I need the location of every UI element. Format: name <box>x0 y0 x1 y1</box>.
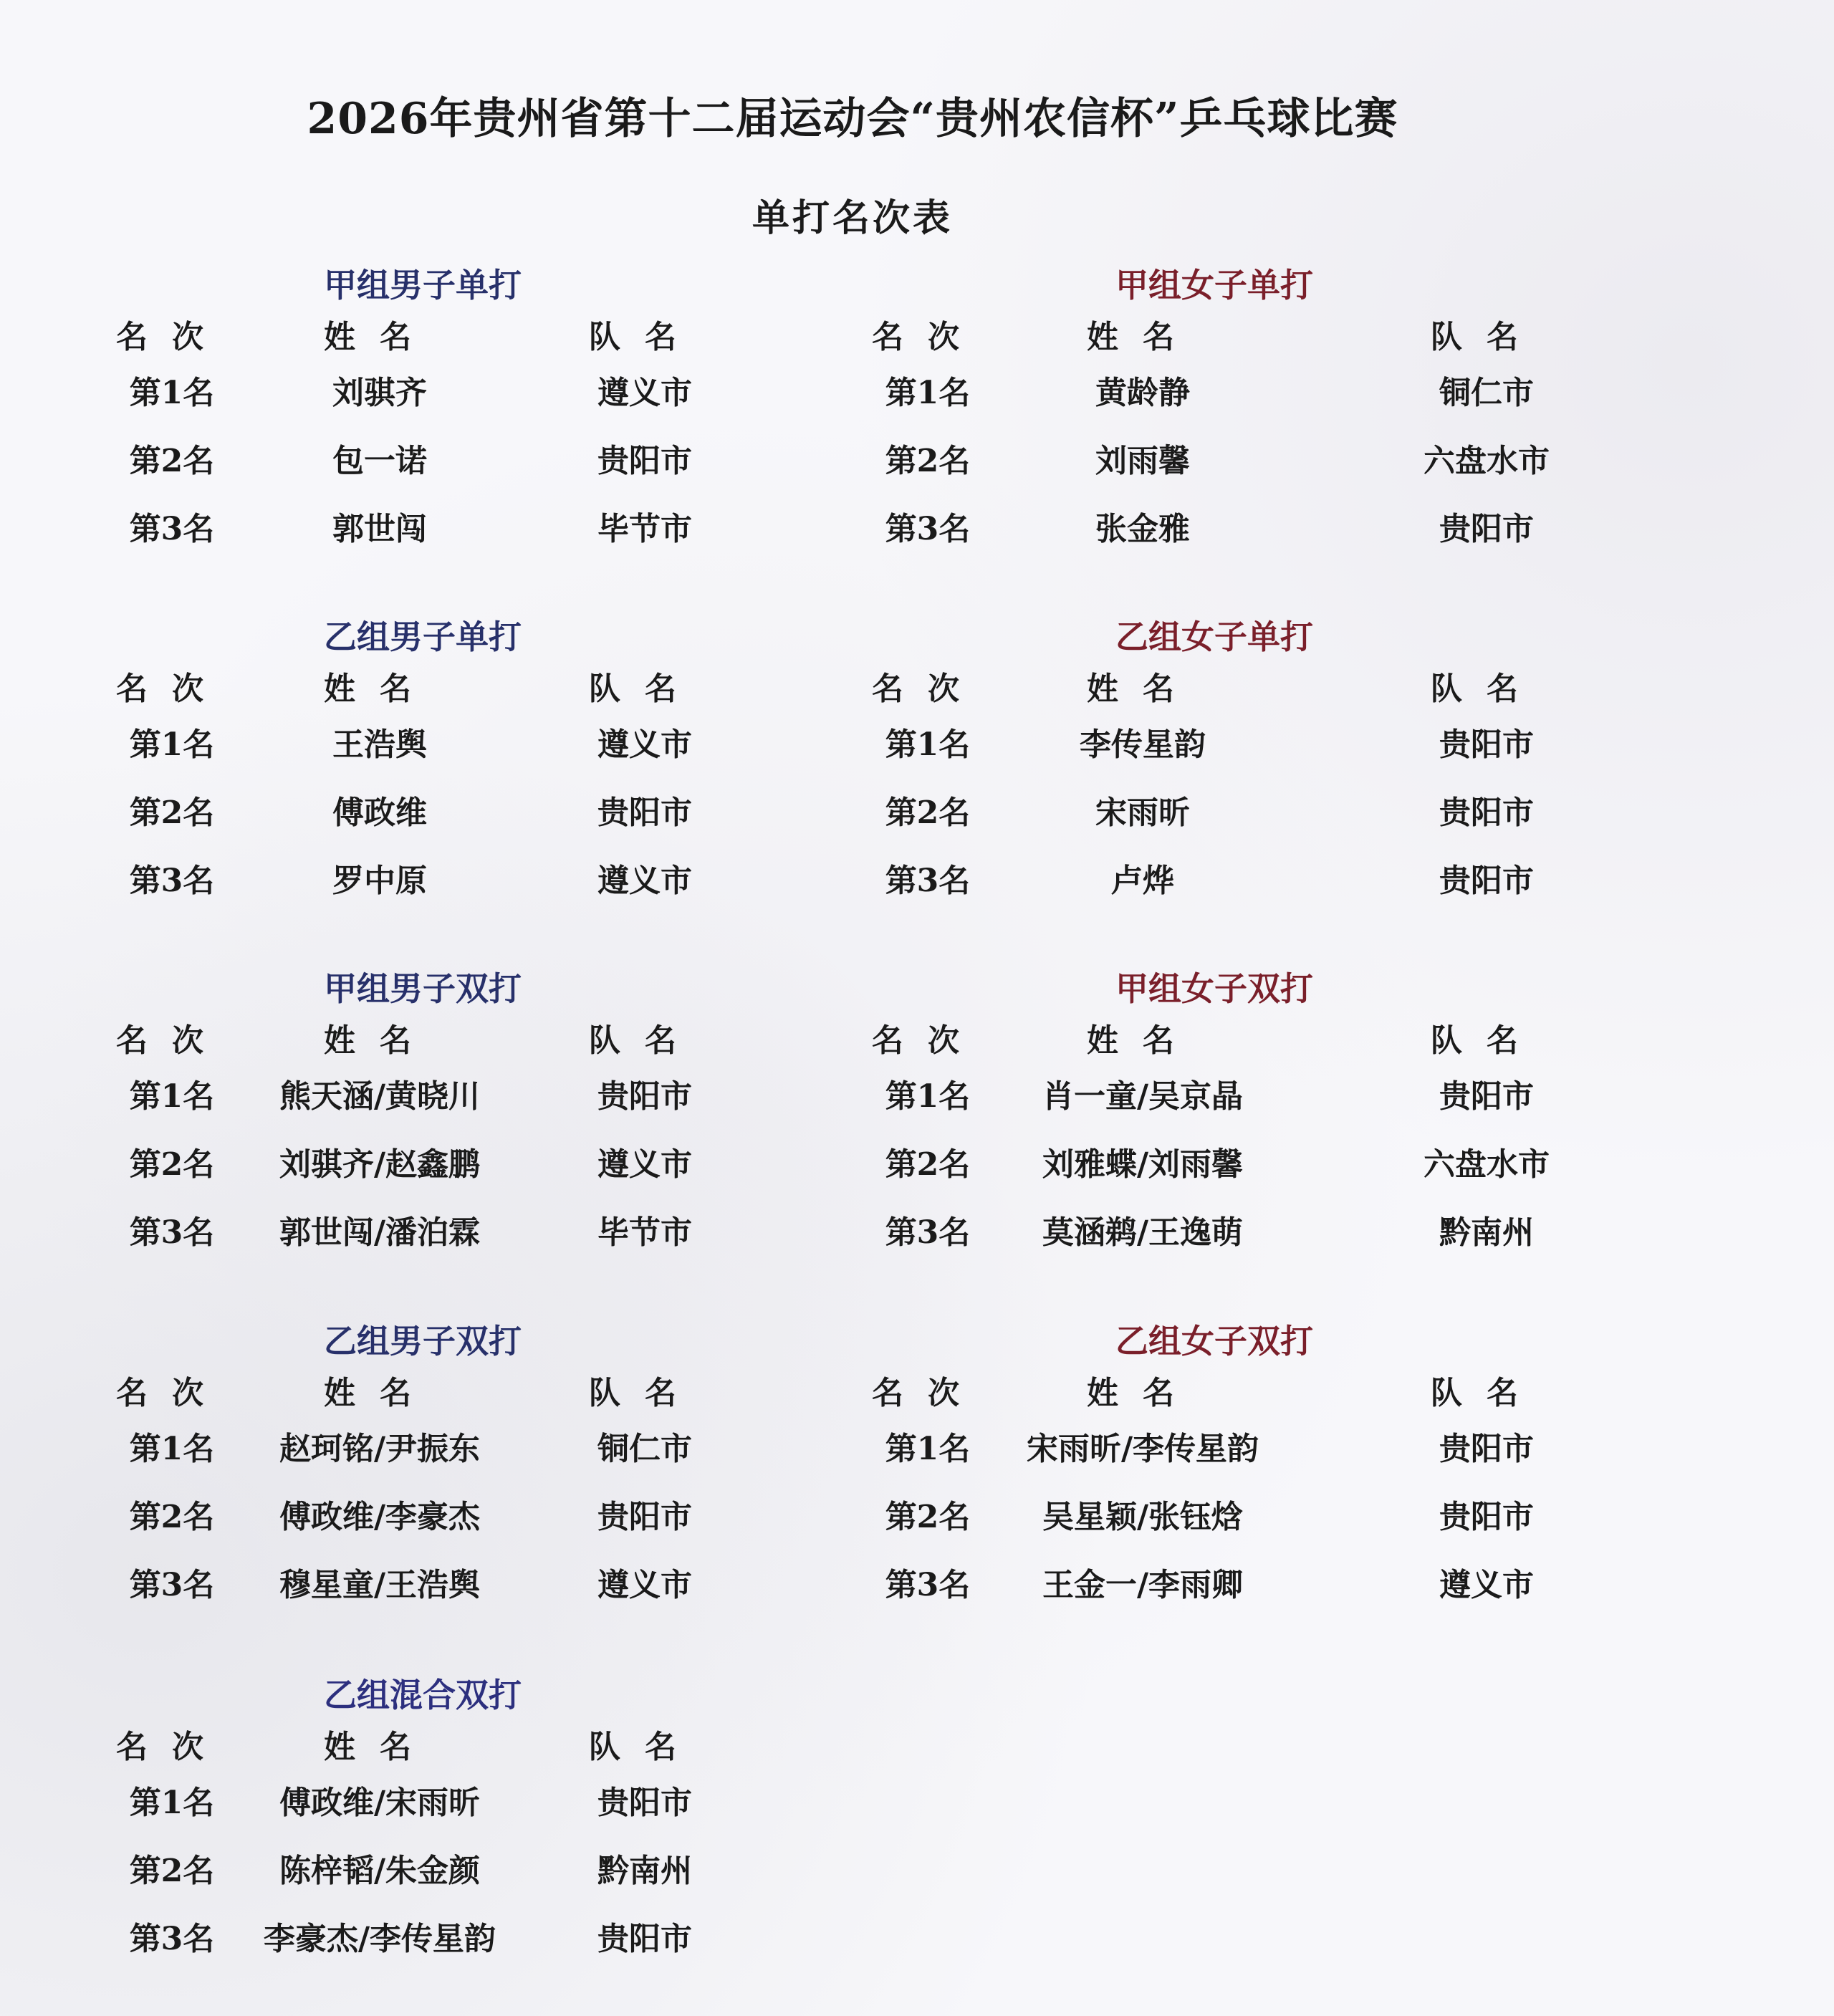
name-cell: 宋雨昕/李传星韵 <box>1026 1431 1259 1467</box>
rank-cell: 第1名 <box>129 1785 215 1821</box>
team-cell: 贵阳市 <box>597 795 692 831</box>
header-name: 姓名 <box>324 1729 436 1765</box>
rank-cell: 第1名 <box>129 1431 215 1467</box>
header-name: 姓名 <box>1087 1022 1199 1059</box>
name-cell: 黄龄静 <box>1095 375 1190 411</box>
header-name: 姓名 <box>324 671 436 707</box>
name-cell: 莫涵鹈/王逸萌 <box>1042 1214 1244 1251</box>
rank-cell: 第3名 <box>129 1921 215 1957</box>
name-cell: 卢烨 <box>1111 863 1174 899</box>
header-name: 姓名 <box>1087 671 1199 707</box>
table-row <box>79 1777 888 1820</box>
table-row <box>856 1423 1666 1466</box>
section-title: 甲组男子单打 <box>324 266 522 304</box>
table-row <box>79 855 888 898</box>
section-title: 乙组女子双打 <box>1115 1322 1313 1360</box>
name-cell: 郭世闯/潘泊霖 <box>279 1214 481 1251</box>
table-row <box>79 1559 888 1602</box>
name-cell: 刘骐齐 <box>332 375 427 411</box>
rank-cell: 第3名 <box>885 511 971 547</box>
table-row <box>79 1491 888 1534</box>
table-row <box>79 367 888 410</box>
team-cell: 遵义市 <box>1439 1567 1534 1603</box>
table-row <box>79 1070 888 1113</box>
header-team: 队名 <box>1431 1022 1542 1059</box>
team-cell: 贵阳市 <box>597 1078 692 1115</box>
section-title: 乙组女子单打 <box>1115 618 1313 656</box>
section-b-women-doubles <box>856 1315 1666 1652</box>
name-cell: 傅政维/宋雨昕 <box>279 1785 481 1821</box>
header-rank: 名次 <box>116 1729 228 1765</box>
table-row <box>79 1206 888 1249</box>
name-cell: 肖一童/吴京晶 <box>1042 1078 1244 1115</box>
table-header <box>79 1014 888 1057</box>
team-cell: 黔南州 <box>597 1853 692 1889</box>
section-title: 甲组女子双打 <box>1115 969 1313 1008</box>
table-row <box>856 1070 1666 1113</box>
name-cell: 傅政维/李豪杰 <box>279 1499 481 1535</box>
table-header <box>79 1367 888 1410</box>
header-rank: 名次 <box>872 1022 984 1059</box>
header-team: 队名 <box>589 671 701 707</box>
team-cell: 贵阳市 <box>1439 1431 1534 1467</box>
name-cell: 傅政维 <box>332 795 427 831</box>
header-name: 姓名 <box>1087 319 1199 355</box>
name-cell: 王浩舆 <box>332 726 427 763</box>
table-row <box>856 435 1666 478</box>
rank-cell: 第1名 <box>129 375 215 411</box>
header-name: 姓名 <box>324 319 436 355</box>
rank-cell: 第3名 <box>129 863 215 899</box>
rank-cell: 第2名 <box>129 1499 215 1535</box>
table-header <box>79 663 888 706</box>
name-cell: 罗中原 <box>332 863 427 899</box>
section-a-women-doubles <box>856 963 1666 1300</box>
team-cell: 贵阳市 <box>1439 863 1534 899</box>
header-rank: 名次 <box>116 1375 228 1411</box>
rank-cell: 第1名 <box>885 726 971 763</box>
table-row <box>856 855 1666 898</box>
header-name: 姓名 <box>1087 1375 1199 1411</box>
document-subtitle: 单打名次表 <box>752 196 953 240</box>
table-row <box>79 1845 888 1888</box>
rank-cell: 第1名 <box>885 375 971 411</box>
team-cell: 贵阳市 <box>1439 1078 1534 1115</box>
header-team: 队名 <box>589 1375 701 1411</box>
table-row <box>79 719 888 762</box>
rank-cell: 第3名 <box>885 863 971 899</box>
name-cell: 张金雅 <box>1095 511 1190 547</box>
header-rank: 名次 <box>872 319 984 355</box>
name-cell: 李豪杰/李传星韵 <box>263 1921 496 1957</box>
header-team: 队名 <box>589 319 701 355</box>
table-row <box>79 1138 888 1181</box>
section-title: 乙组混合双打 <box>324 1676 522 1714</box>
team-cell: 铜仁市 <box>1439 375 1534 411</box>
table-row <box>856 1206 1666 1249</box>
rank-cell: 第2名 <box>129 795 215 831</box>
header-name: 姓名 <box>324 1375 436 1411</box>
name-cell: 刘雨馨 <box>1095 443 1190 479</box>
rank-cell: 第3名 <box>129 1214 215 1251</box>
header-rank: 名次 <box>872 671 984 707</box>
table-row <box>79 1913 888 1956</box>
team-cell: 遵义市 <box>597 726 692 763</box>
section-title: 甲组女子单打 <box>1115 266 1313 304</box>
table-header <box>79 311 888 354</box>
name-cell: 郭世闯 <box>332 511 427 547</box>
team-cell: 遵义市 <box>597 1146 692 1183</box>
header-rank: 名次 <box>116 1022 228 1059</box>
rank-cell: 第3名 <box>885 1567 971 1603</box>
document-title: 2026年贵州省第十二届运动会“贵州农信杯”乒乓球比赛 <box>307 94 1398 144</box>
table-row <box>79 435 888 478</box>
team-cell: 贵阳市 <box>597 443 692 479</box>
header-name: 姓名 <box>324 1022 436 1059</box>
table-row <box>856 503 1666 546</box>
section-title: 甲组男子双打 <box>324 969 522 1008</box>
team-cell: 贵阳市 <box>597 1921 692 1957</box>
rank-cell: 第3名 <box>129 1567 215 1603</box>
table-header <box>856 311 1666 354</box>
rank-cell: 第2名 <box>885 1499 971 1535</box>
name-cell: 李传星韵 <box>1080 726 1206 763</box>
table-header <box>856 1014 1666 1057</box>
name-cell: 包一诺 <box>332 443 427 479</box>
header-team: 队名 <box>1431 1375 1542 1411</box>
team-cell: 遵义市 <box>597 863 692 899</box>
table-row <box>856 1138 1666 1181</box>
team-cell: 毕节市 <box>597 1214 692 1251</box>
table-row <box>856 1491 1666 1534</box>
team-cell: 贵阳市 <box>597 1785 692 1821</box>
team-cell: 贵阳市 <box>1439 795 1534 831</box>
rank-cell: 第1名 <box>129 1078 215 1115</box>
rank-cell: 第2名 <box>129 443 215 479</box>
team-cell: 遵义市 <box>597 375 692 411</box>
section-title: 乙组男子单打 <box>324 618 522 656</box>
team-cell: 六盘水市 <box>1423 1146 1550 1183</box>
rank-cell: 第3名 <box>885 1214 971 1251</box>
header-rank: 名次 <box>116 319 228 355</box>
team-cell: 贵阳市 <box>597 1499 692 1535</box>
header-team: 队名 <box>1431 671 1542 707</box>
name-cell: 熊天涵/黄晓川 <box>279 1078 481 1115</box>
name-cell: 宋雨昕 <box>1095 795 1190 831</box>
table-row <box>856 787 1666 830</box>
rank-cell: 第2名 <box>885 443 971 479</box>
name-cell: 赵珂铭/尹振东 <box>279 1431 481 1467</box>
rank-cell: 第2名 <box>885 1146 971 1183</box>
rank-cell: 第1名 <box>885 1078 971 1115</box>
section-b-men-doubles <box>79 1315 888 1652</box>
rank-cell: 第2名 <box>129 1853 215 1889</box>
section-a-women-singles <box>856 259 1666 596</box>
team-cell: 六盘水市 <box>1423 443 1550 479</box>
header-team: 队名 <box>589 1729 701 1765</box>
team-cell: 贵阳市 <box>1439 726 1534 763</box>
table-row <box>856 367 1666 410</box>
name-cell: 刘骐齐/赵鑫鹏 <box>279 1146 481 1183</box>
team-cell: 贵阳市 <box>1439 1499 1534 1535</box>
section-b-men-singles <box>79 611 888 948</box>
table-header <box>856 1367 1666 1410</box>
name-cell: 吴星颖/张钰焓 <box>1042 1499 1244 1535</box>
table-header <box>79 1721 888 1764</box>
team-cell: 毕节市 <box>597 511 692 547</box>
name-cell: 王金一/李雨卿 <box>1042 1567 1244 1603</box>
rank-cell: 第2名 <box>885 795 971 831</box>
table-row <box>856 719 1666 762</box>
team-cell: 遵义市 <box>597 1567 692 1603</box>
header-team: 队名 <box>589 1022 701 1059</box>
table-row <box>79 1423 888 1466</box>
section-title: 乙组男子双打 <box>324 1322 522 1360</box>
section-a-men-singles <box>79 259 888 596</box>
rank-cell: 第3名 <box>129 511 215 547</box>
header-rank: 名次 <box>116 671 228 707</box>
name-cell: 刘雅蝶/刘雨馨 <box>1042 1146 1244 1183</box>
section-a-men-doubles <box>79 963 888 1300</box>
table-row <box>79 787 888 830</box>
table-row <box>79 503 888 546</box>
rank-cell: 第2名 <box>129 1146 215 1183</box>
section-b-mixed-doubles <box>79 1669 888 2006</box>
table-row <box>856 1559 1666 1602</box>
name-cell: 陈梓韬/朱金颜 <box>279 1853 481 1889</box>
rank-cell: 第1名 <box>129 726 215 763</box>
name-cell: 穆星童/王浩舆 <box>279 1567 481 1603</box>
section-b-women-singles <box>856 611 1666 948</box>
header-rank: 名次 <box>872 1375 984 1411</box>
team-cell: 铜仁市 <box>597 1431 692 1467</box>
team-cell: 贵阳市 <box>1439 511 1534 547</box>
rank-cell: 第1名 <box>885 1431 971 1467</box>
header-team: 队名 <box>1431 319 1542 355</box>
table-header <box>856 663 1666 706</box>
team-cell: 黔南州 <box>1439 1214 1534 1251</box>
